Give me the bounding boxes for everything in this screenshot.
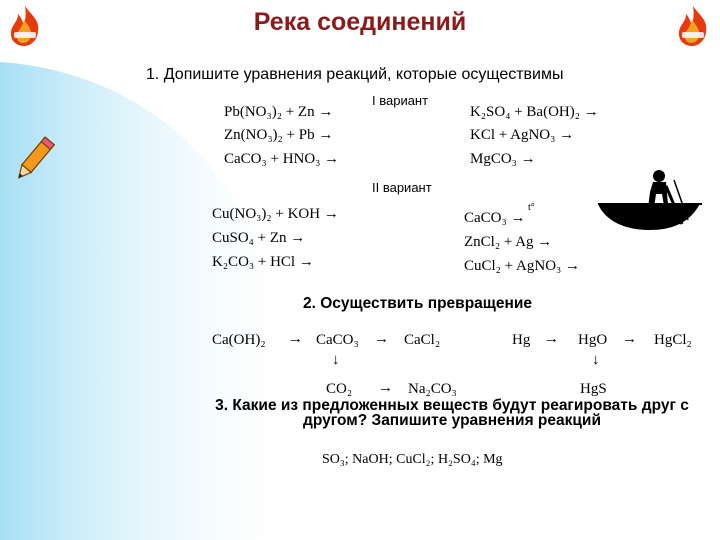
v2-left-eq-3: K₂CO₃ + HCl → <box>212 254 314 270</box>
chain1-arrow-3: → <box>378 380 393 396</box>
chain1-caoh2: Ca(OH)₂ <box>212 332 266 348</box>
boatman-silhouette <box>596 164 706 240</box>
chain2-hgcl2: HgCl₂ <box>654 332 692 348</box>
variant-1-label: I вариант <box>372 93 429 108</box>
chain2-hgs: HgS <box>580 381 607 397</box>
chain2-hgo: HgO <box>578 332 608 348</box>
task-1-heading: 1. Допишите уравнения реакций, которые осуществимы <box>146 66 564 83</box>
heat-mark: t° <box>528 202 535 213</box>
page-title: Река соединений <box>253 8 467 36</box>
chain2-arrow-2: → <box>622 331 637 347</box>
chain2-arrow-down: ↓ <box>592 352 600 368</box>
v1-right-eq-3: MgCO₃ → <box>470 151 536 167</box>
v1-right-eq-2: KCl + AgNO₃ → <box>470 127 575 143</box>
chain1-co2: CO₂ <box>326 381 353 397</box>
pencil-icon <box>10 132 60 188</box>
v1-right-eq-1: K₂SO₄ + Ba(OH)₂ → <box>470 104 599 120</box>
v2-right-eq-3: CuCl₂ + AgNO₃ → <box>464 258 581 274</box>
chain1-arrow-down: ↓ <box>332 352 340 368</box>
variant-2-label: II вариант <box>372 180 432 195</box>
chain1-cacl2: CaCl₂ <box>404 332 441 348</box>
v2-left-eq-1: Cu(NO₃)₂ + KOH → <box>212 206 339 222</box>
chain2-arrow-1: → <box>544 331 559 347</box>
v1-left-eq-2: Zn(NO₃)₂ + Pb → <box>224 127 334 143</box>
chain1-arrow-2: → <box>374 331 389 347</box>
task-3-heading: 3. Какие из предложенных веществ будут реагировать друг с другом? Запишите уравнения реакций <box>215 397 689 429</box>
v2-right-eq-1: CaCO₃ → <box>464 210 526 226</box>
chain2-hg: Hg <box>512 332 531 348</box>
chain1-arrow-1: → <box>288 331 303 347</box>
v2-right-eq-2: ZnCl₂ + Ag → <box>464 234 553 250</box>
v2-left-eq-2: CuSO₄ + Zn → <box>212 230 306 246</box>
v1-left-eq-3: CaCO₃ + HNO₃ → <box>224 151 340 167</box>
chain1-caco3: CaCO₃ <box>316 332 359 348</box>
substances-list: SO₃; NaOH; CuCl₂; H₂SO₄; Mg <box>322 452 503 467</box>
v1-left-eq-1: Pb(NO₃)₂ + Zn → <box>224 104 334 120</box>
chain1-na2co3: Na₂CO₃ <box>408 381 457 397</box>
task-2-heading: 2. Осуществить превращение <box>303 295 532 312</box>
